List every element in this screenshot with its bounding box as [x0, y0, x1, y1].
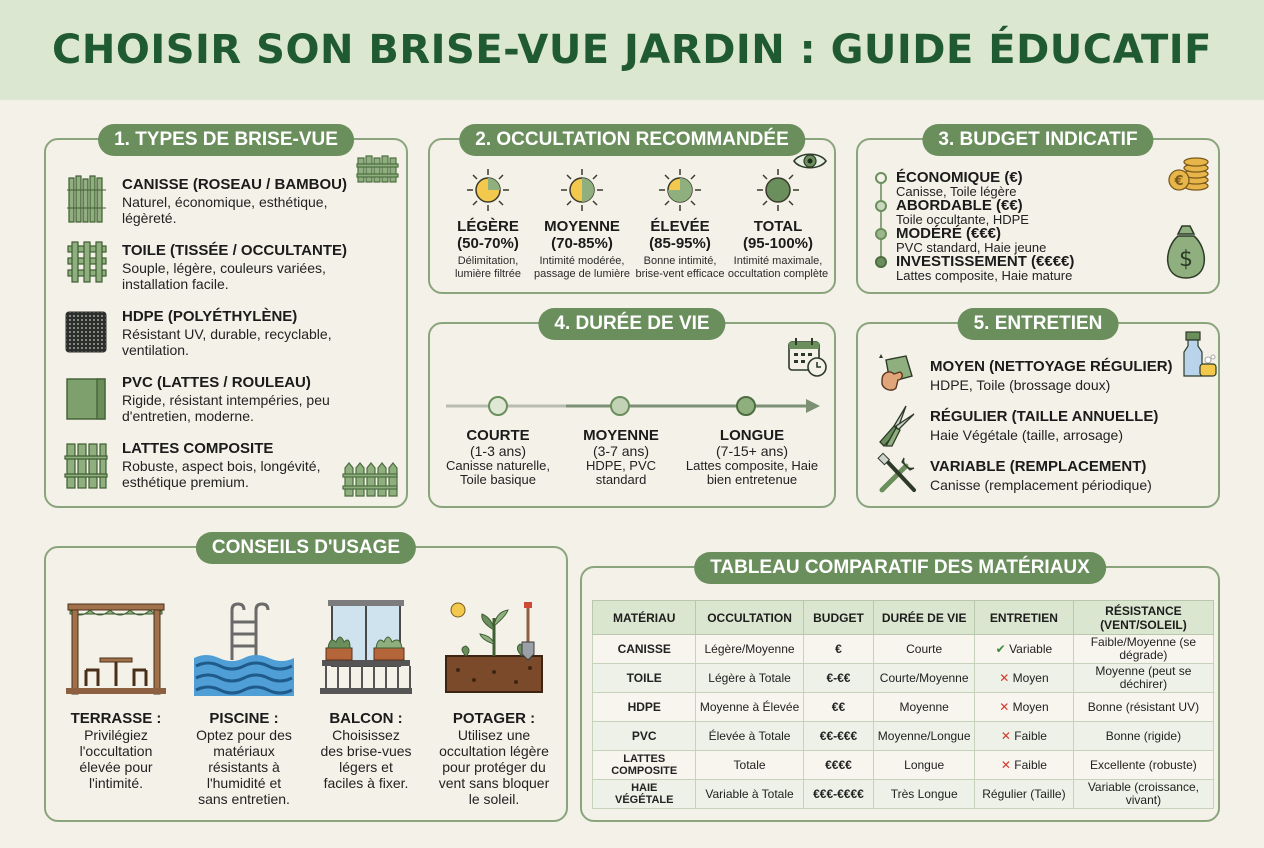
occultation-level-4-name: TOTAL [753, 218, 803, 235]
col-budget: BUDGET [803, 601, 874, 635]
duree-heading: 4. DURÉE DE VIE [538, 308, 725, 340]
duree-stage-3-range: (7-15+ ans) [716, 443, 788, 459]
cell-entretien-label: Régulier (Taille) [982, 786, 1066, 801]
pergola-icon [66, 600, 166, 696]
cell-duree: Très Longue [874, 780, 975, 809]
conseil-terrasse [58, 600, 174, 791]
entretien-item-1 [930, 358, 1173, 393]
type-pvc-desc: Rigide, résistant intempéries, peu d'entretien, moderne. [122, 392, 330, 424]
conseil-balcon [308, 600, 424, 791]
budget-item-2 [896, 198, 1029, 227]
cell-budget: €€-€€€ [803, 722, 874, 751]
budget-item-1-desc: Canisse, Toile légère [896, 184, 1017, 199]
cell-materiau: HDPE [593, 693, 696, 722]
col-materiau: MATÉRIAU [593, 601, 696, 635]
cell-resistance: Excellente (robuste) [1073, 751, 1213, 780]
cell-budget: €€ [803, 693, 874, 722]
type-pvc-title: PVC (LATTES / ROULEAU) [122, 374, 311, 391]
sun-high-icon [658, 168, 702, 212]
cell-entretien [975, 693, 1074, 722]
conseil-piscine [182, 600, 306, 807]
duree-panel [428, 313, 836, 508]
type-composite-desc: Robuste, aspect bois, longévité, esthétique premium. [122, 458, 321, 490]
occultation-level-2-desc: Intimité modérée, passage de lumière [533, 255, 630, 280]
woven-fabric-icon [64, 240, 110, 286]
cell-occultation: Variable à Totale [696, 780, 803, 809]
conseils-panel [44, 537, 568, 822]
budget-heading: 3. BUDGET INDICATIF [922, 124, 1153, 156]
cell-materiau: PVC [593, 722, 696, 751]
check-icon: ✔ [995, 641, 1006, 656]
balcony-icon [316, 600, 416, 696]
duree-stage-2-desc: HDPE, PVC standard [585, 458, 657, 487]
budget-item-1 [896, 170, 1023, 199]
type-toile-title: TOILE (TISSÉE / OCCULTANTE) [122, 242, 347, 259]
entretien-heading: 5. ENTRETIEN [958, 308, 1119, 340]
table-row [593, 664, 1214, 693]
occultation-level-1-name: LÉGÈRE [457, 218, 519, 235]
spray-bottle-icon [1178, 330, 1218, 380]
conseil-balcon-desc: Choisissez des brise-vues légers et faciles à fixer. [320, 727, 412, 791]
occultation-panel [428, 129, 836, 294]
type-hdpe-title: HDPE (POLYÉTHYLÈNE) [122, 308, 298, 325]
budget-item-2-name: ABORDABLE (€€) [896, 197, 1023, 214]
duree-stage-3 [682, 428, 822, 487]
cell-entretien [975, 751, 1074, 780]
cell-entretien-label: Moyen [1012, 670, 1049, 685]
entretien-item-1-desc: HDPE, Toile (brossage doux) [930, 377, 1111, 393]
budget-item-2-desc: Toile occultante, HDPE [896, 212, 1029, 227]
cell-materiau: TOILE [593, 664, 696, 693]
col-resistance: RÉSISTANCE (VENT/SOLEIL) [1073, 601, 1213, 635]
occultation-level-3-desc: Bonne intimité, brise-vent efficace [635, 255, 725, 280]
duree-stage-2 [566, 428, 676, 487]
cell-budget: €€€-€€€€ [803, 780, 874, 809]
entretien-item-3-desc: Canisse (remplacement périodique) [930, 477, 1152, 493]
budget-item-4-desc: Lattes composite, Haie mature [896, 268, 1073, 283]
duree-stage-1 [438, 428, 558, 487]
cell-duree: Moyenne/Longue [874, 722, 975, 751]
cross-icon: ✕ [999, 670, 1010, 685]
fence-decoration-bottom-icon [342, 460, 398, 498]
cell-duree: Longue [874, 751, 975, 780]
cell-budget: €-€€ [803, 664, 874, 693]
fence-decoration-icon [356, 152, 400, 184]
cell-materiau: CANISSE [593, 635, 696, 664]
types-heading: 1. TYPES DE BRISE-VUE [98, 124, 354, 156]
budget-panel [856, 129, 1220, 294]
conseil-potager-desc: Utilisez une occultation légère pour protéger du vent sans bloquer le soleil. [438, 727, 550, 807]
occultation-level-1-desc: Délimitation, lumière filtrée [454, 255, 522, 280]
conseil-piscine-desc: Optez pour des matériaux résistants à l'humidité et sans entretien. [196, 727, 292, 807]
duree-stage-1-name: COURTE [466, 427, 530, 444]
type-canisse-title: CANISSE (ROSEAU / BAMBOU) [122, 176, 348, 193]
pvc-panel-icon [64, 376, 108, 422]
cell-occultation: Moyenne à Élevée [696, 693, 803, 722]
occultation-level-1 [440, 168, 536, 281]
col-occultation: OCCULTATION [696, 601, 803, 635]
conseil-terrasse-name: TERRASSE : [70, 710, 162, 727]
occultation-level-4 [726, 168, 830, 281]
duree-stage-3-desc: Lattes composite, Haie bien entretenue [685, 458, 819, 487]
cell-entretien-label: Faible [1014, 728, 1047, 743]
cell-entretien-label: Faible [1014, 757, 1047, 772]
entretien-item-1-name: MOYEN (NETTOYAGE RÉGULIER) [930, 358, 1173, 375]
cross-icon: ✕ [1000, 728, 1011, 743]
tools-icon [876, 452, 920, 496]
entretien-item-3 [930, 458, 1152, 493]
cell-occultation: Élevée à Totale [696, 722, 803, 751]
coins-icon [1166, 152, 1212, 196]
table-row [593, 635, 1214, 664]
occultation-level-1-range: (50-70%) [457, 235, 519, 252]
duree-stage-1-desc: Canisse naturelle, Toile basique [445, 458, 551, 487]
entretien-panel [856, 313, 1220, 508]
cell-entretien [975, 635, 1074, 664]
cleaning-cloth-icon [876, 352, 918, 394]
cell-entretien [975, 664, 1074, 693]
budget-item-4-name: INVESTISSEMENT (€€€€) [896, 253, 1075, 270]
sun-medium-icon [560, 168, 604, 212]
cell-entretien-label: Variable [1009, 641, 1053, 656]
cell-entretien [975, 780, 1074, 809]
budget-item-1-name: ÉCONOMIQUE (€) [896, 169, 1023, 186]
comparison-table [592, 600, 1214, 809]
occultation-level-4-range: (95-100%) [742, 235, 814, 252]
occultation-level-2-name: MOYENNE [544, 218, 620, 235]
type-hdpe-desc: Résistant UV, durable, recyclable, ventilation. [122, 326, 332, 358]
cell-resistance: Moyenne (peut se déchirer) [1073, 664, 1213, 693]
money-bag-icon [1160, 224, 1212, 282]
duree-stage-3-name: LONGUE [719, 427, 785, 444]
occultation-level-2 [532, 168, 632, 281]
sun-total-icon [756, 168, 800, 212]
sun-light-icon [466, 168, 510, 212]
type-composite-title: LATTES COMPOSITE [122, 440, 274, 457]
col-entretien: ENTRETIEN [975, 601, 1074, 635]
garden-icon [444, 600, 544, 696]
cell-materiau: LATTES COMPOSITE [593, 751, 696, 780]
cell-duree: Courte/Moyenne [874, 664, 975, 693]
cell-resistance: Variable (croissance, vivant) [1073, 780, 1213, 809]
page-title: CHOISIR SON BRISE-VUE JARDIN : GUIDE ÉDUCATIF [52, 27, 1212, 73]
occultation-heading: 2. OCCULTATION RECOMMANDÉE [459, 124, 805, 156]
type-canisse-desc: Naturel, économique, esthétique, légèreté. [122, 194, 328, 226]
cell-budget: € [803, 635, 874, 664]
tableau-heading: TABLEAU COMPARATIF DES MATÉRIAUX [694, 552, 1106, 584]
cell-budget: €€€€ [803, 751, 874, 780]
col-duree: DURÉE DE VIE [874, 601, 975, 635]
cell-materiau: HAIE VÉGÉTALE [593, 780, 696, 809]
reed-fence-icon [66, 174, 108, 224]
conseil-balcon-name: BALCON : [329, 710, 403, 727]
composite-slats-icon [64, 442, 108, 490]
cross-icon: ✕ [1000, 757, 1011, 772]
cross-icon: ✕ [999, 699, 1010, 714]
cell-occultation: Totale [696, 751, 803, 780]
type-toile-desc: Souple, légère, couleurs variées, installation facile. [122, 260, 326, 292]
svg-text:€: € [1174, 174, 1184, 189]
occultation-level-4-desc: Intimité maximale, occultation complète [727, 255, 829, 280]
conseil-piscine-name: PISCINE : [209, 710, 279, 727]
entretien-item-2 [930, 408, 1158, 443]
duree-stage-1-range: (1-3 ans) [469, 443, 527, 459]
budget-item-3-name: MODÉRÉ (€€€) [896, 225, 1002, 242]
occultation-level-3-range: (85-95%) [649, 235, 711, 252]
table-header-row [593, 601, 1214, 635]
cell-resistance: Bonne (résistant UV) [1073, 693, 1213, 722]
table-row [593, 780, 1214, 809]
table-row [593, 722, 1214, 751]
entretien-item-2-desc: Haie Végétale (taille, arrosage) [930, 427, 1123, 443]
cell-duree: Courte [874, 635, 975, 664]
cell-resistance: Faible/Moyenne (se dégrade) [1073, 635, 1213, 664]
types-panel [44, 129, 408, 508]
cell-entretien-label: Moyen [1012, 699, 1049, 714]
duree-timeline-arrow [446, 394, 822, 418]
occultation-level-2-range: (70-85%) [551, 235, 613, 252]
budget-timeline-line [874, 170, 888, 270]
cell-occultation: Légère/Moyenne [696, 635, 803, 664]
conseil-potager-name: POTAGER : [452, 710, 536, 727]
conseil-terrasse-desc: Privilégiez l'occultation élevée pour l'intimité. [79, 727, 153, 791]
cell-entretien [975, 722, 1074, 751]
pruning-shears-icon [876, 404, 918, 448]
occultation-level-3-name: ÉLEVÉE [650, 218, 710, 235]
entretien-item-2-name: RÉGULIER (TAILLE ANNUELLE) [930, 408, 1159, 425]
table-row [593, 751, 1214, 780]
duree-stage-2-range: (3-7 ans) [592, 443, 650, 459]
tableau-panel [580, 557, 1220, 822]
calendar-clock-icon [786, 336, 828, 378]
duree-stage-2-name: MOYENNE [583, 427, 659, 444]
mesh-net-icon [64, 310, 108, 354]
budget-item-3-desc: PVC standard, Haie jeune [896, 240, 1047, 255]
cell-occultation: Légère à Totale [696, 664, 803, 693]
conseil-potager [428, 600, 560, 807]
cell-duree: Moyenne [874, 693, 975, 722]
cell-resistance: Bonne (rigide) [1073, 722, 1213, 751]
conseils-heading: CONSEILS D'USAGE [196, 532, 416, 564]
budget-item-4 [896, 254, 1074, 283]
occultation-level-3 [630, 168, 730, 281]
svg-text:$: $ [1179, 247, 1193, 272]
table-row [593, 693, 1214, 722]
budget-item-3 [896, 226, 1046, 255]
pool-icon [194, 600, 294, 696]
header-banner [0, 0, 1264, 100]
entretien-item-3-name: VARIABLE (REMPLACEMENT) [930, 458, 1147, 475]
